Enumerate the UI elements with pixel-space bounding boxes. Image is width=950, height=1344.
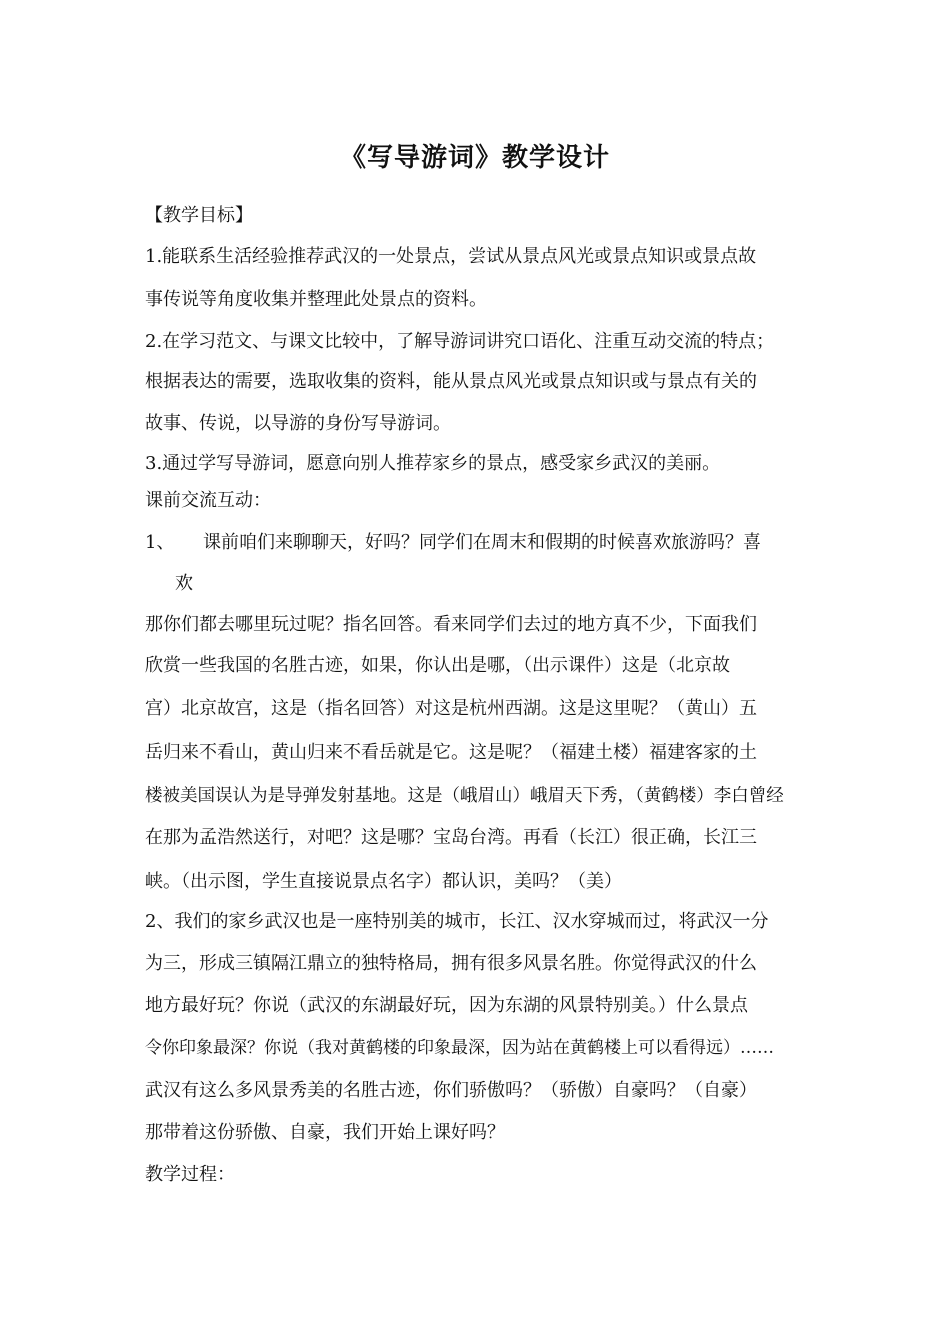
paragraph-line: 在那为孟浩然送行，对吧？这是哪？宝岛台湾。再看（长江）很正确，长江三 [145, 827, 757, 848]
paragraph-line: 欢 [175, 573, 193, 594]
paragraph-line: 根据表达的需要，选取收集的资料，能从景点风光或景点知识或与景点有关的 [145, 371, 757, 392]
paragraph-line: 那带着这份骄傲、自豪，我们开始上课好吗？ [145, 1122, 505, 1143]
paragraph-line: 那你们都去哪里玩过呢？指名回答。看来同学们去过的地方真不少，下面我们 [145, 614, 757, 635]
section-heading-warmup: 课前交流互动： [145, 490, 271, 511]
paragraph-line: 为三，形成三镇隔江鼎立的独特格局，拥有很多风景名胜。你觉得武汉的什么 [145, 953, 757, 974]
paragraph-line: 事传说等角度收集并整理此处景点的资料。 [145, 289, 487, 310]
paragraph-line: 峡。（出示图，学生直接说景点名字）都认识，美吗？（美） [145, 871, 622, 892]
paragraph-line: 岳归来不看山，黄山归来不看岳就是它。这是呢？（福建土楼）福建客家的土 [145, 742, 757, 763]
paragraph-line: 武汉有这么多风景秀美的名胜古迹，你们骄傲吗？（骄傲）自豪吗？（自豪） [145, 1080, 757, 1101]
section-heading-objectives: 【教学目标】 [145, 205, 253, 226]
paragraph-line: 欣赏一些我国的名胜古迹，如果，你认出是哪，（出示课件）这是（北京故 [145, 655, 730, 676]
paragraph-line: 故事、传说，以导游的身份写导游词。 [145, 413, 451, 434]
document-title: 《写导游词》教学设计 [339, 143, 610, 173]
paragraph-line: 令你印象最深？你说（我对黄鹤楼的印象最深，因为站在黄鹤楼上可以看得远）…… [145, 1038, 774, 1058]
paragraph-line: 3.通过学写导游词，愿意向别人推荐家乡的景点，感受家乡武汉的美丽。 [145, 453, 721, 474]
paragraph-line: 楼被美国误认为是导弹发射基地。这是（峨眉山）峨眉天下秀，（黄鹤楼）李白曾经 [145, 786, 784, 806]
list-item [145, 530, 761, 556]
list-item-text: 课前咱们来聊聊天，好吗？同学们在周末和假期的时候喜欢旅游吗？喜 [203, 532, 761, 553]
section-heading-process: 教学过程： [145, 1164, 235, 1185]
paragraph-line: 1.能联系生活经验推荐武汉的一处景点，尝试从景点风光或景点知识或景点故 [145, 246, 757, 267]
paragraph-line: 宫）北京故宫，这是（指名回答）对这是杭州西湖。这是这里呢？（黄山）五 [145, 698, 757, 719]
paragraph-line: 2.在学习范文、与课文比较中，了解导游词讲究口语化、注重互动交流的特点； [145, 331, 775, 352]
paragraph-line: 地方最好玩？你说（武汉的东湖最好玩，因为东湖的风景特别美。）什么景点 [145, 995, 748, 1016]
paragraph-line: 2、我们的家乡武汉也是一座特别美的城市，长江、汉水穿城而过，将武汉一分 [145, 911, 769, 932]
list-number: 1、 [145, 532, 175, 553]
